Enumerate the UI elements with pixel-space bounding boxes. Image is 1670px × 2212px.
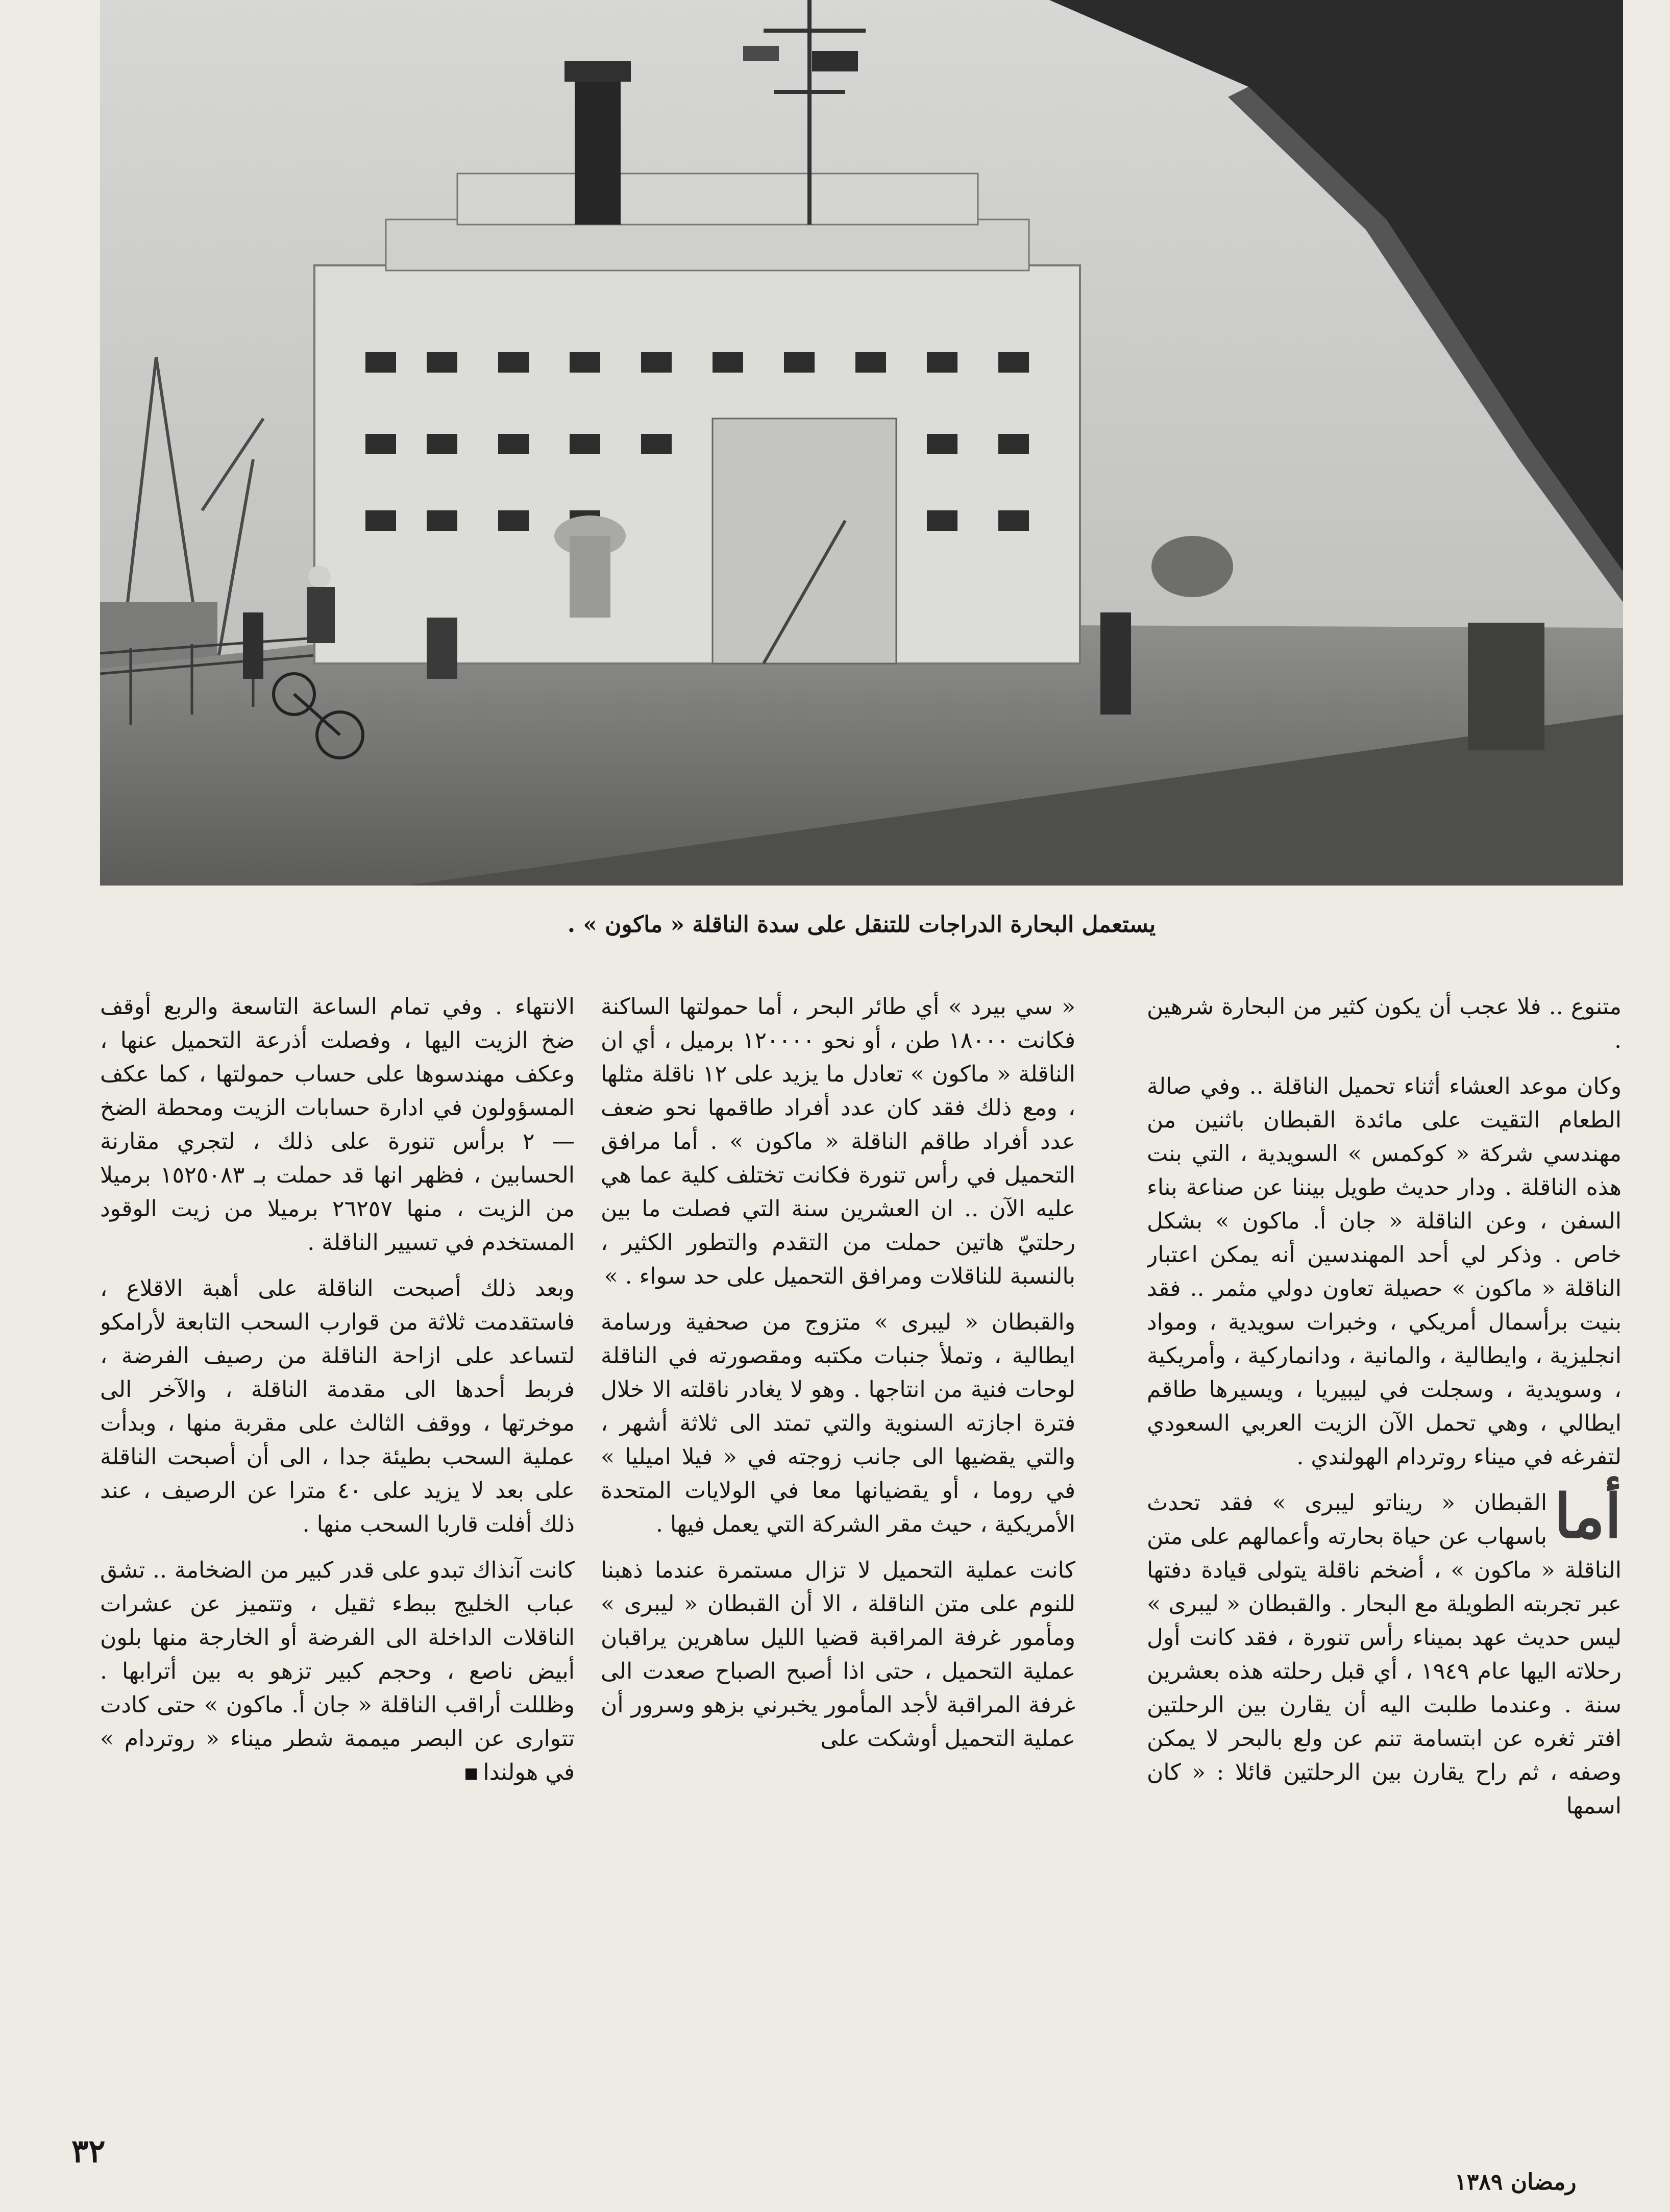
issue-date: رمضان ١٣٨٩ bbox=[1455, 2169, 1577, 2195]
article-column-right bbox=[1147, 990, 1622, 2098]
paragraph-text: القبطان « ريناتو ليبرى » فقد تحدث باسهاب عن حياة بحارته وأعمالهم على متن الناقلة « ماكون » ، أضخم ناقلة يتولى قيادة دفتها عبر تجربته الطويلة مع البحار . والقبطان « ليبرى » ليس حديث عهد بميناء رأس تنورة ، فقد كانت أول رحلاته اليها عام ١٩٤٩ ، أي قبل رحلته هذه بعشرين سنة . وعندما طلبت اليه أن يقارن بين الرحلتين افتر ثغره عن ابتسامة تنم عن ولع بالبحر لا يمكن وصفه ، ثم راح يقارن بين الرحلتين قائلا : « كان اسمها bbox=[1147, 1490, 1622, 1819]
paragraph: متنوع .. فلا عجب أن يكون كثير من البحارة شرهين . bbox=[1147, 994, 1622, 1053]
photo-caption: يستعمل البحارة الدراجات للتنقل على سدة الناقلة « ماكون » . bbox=[567, 912, 1156, 938]
paragraph bbox=[100, 1554, 575, 1789]
paragraph: الانتهاء . وفي تمام الساعة التاسعة والربع أوقف ضخ الزيت اليها ، وفصلت أذرعة التحميل عنها ، وعكف مهندسوها على حساب حمولتها ، كما عكف المسؤولون في ادارة حسابات الزيت ومحطة الضخ — ٢ برأس تنورة على ذلك ، لتجري مقارنة الحسابين ، فظهر انها قد حملت بـ ١٥٢٥٠٨٣ برميلا من الزيت ، منها ٢٦٢٥٧ برميلا من زيت الوقود المستخدم في تسيير الناقلة . bbox=[100, 994, 575, 1256]
article-column-left bbox=[100, 990, 575, 2098]
paragraph: كانت عملية التحميل لا تزال مستمرة عندما ذهبنا للنوم على متن الناقلة ، الا أن القبطان « ليبرى » ومأمور غرفة المراقبة قضيا الليل ساهرين يراقبان عملية التحميل ، حتى اذا أصبح الصباح صعدت الى غرفة المراقبة لأجد المأمور يخبرني بزهو وسرور أن عملية التحميل أوشكت على bbox=[601, 1557, 1075, 1752]
paragraph: « سي بيرد » أي طائر البحر ، أما حمولتها الساكنة فكانت ١٨٠٠٠ طن ، أو نحو ١٢٠٠٠٠ برميل ، أي ان الناقلة « ماكون » تعادل ما يزيد على ١٢ ناقلة مثلها ، ومع ذلك فقد كان عدد أفراد طاقمها نحو ضعف عدد أفراد طاقم الناقلة « ماكون » . أما مرافق التحميل في رأس تنورة فكانت تختلف كلية عما هي عليه الآن .. ان العشرين سنة التي فصلت ما بين رحلتيّ هاتين حملت من التقدم والتطور الكثير ، بالنسبة للناقلات ومرافق التحميل على حد سواء . » bbox=[601, 994, 1075, 1289]
paragraph: والقبطان « ليبرى » متزوج من صحفية ورسامة ايطالية ، وتملأ جنبات مكتبه ومقصورته في الناقلة لوحات فنية من انتاجها . وهو لا يغادر ناقلته الا خلال فترة اجازته السنوية والتي تمتد الى ثلاثة أشهر ، والتي يقضيها الى جانب زوجته في « فيلا اميليا » في روما ، أو يقضيانها معا في الولايات المتحدة الأمريكية ، حيث مقر الشركة التي يعمل فيها . bbox=[601, 1309, 1075, 1537]
paragraph bbox=[1147, 1481, 1622, 1823]
paragraph: وبعد ذلك أصبحت الناقلة على أهبة الاقلاع ، فاستقدمت ثلاثة من قوارب السحب التابعة لأرامكو لتساعد على ازاحة الناقلة من رصيف الفرضة ، فربط أحدها الى مقدمة الناقلة ، والآخر الى موخرتها ، ووقف الثالث على مقربة منها ، وبدأت عملية السحب بطيئة جدا ، الى أن أصبحت الناقلة على بعد لا يزيد على ٤٠ مترا عن الرصيف ، عند ذلك أفلت قاربا السحب منها . bbox=[100, 1275, 575, 1537]
drop-initial: أما bbox=[1554, 1481, 1622, 1552]
tanker-deck-illustration bbox=[100, 0, 1623, 886]
article-column-middle bbox=[601, 990, 1075, 2098]
article-end-mark bbox=[465, 1768, 477, 1780]
paragraph-text: كانت آنذاك تبدو على قدر كبير من الضخامة .. تشق عباب الخليج ببطء ثقيل ، وتتميز عن عشرات الناقلات الداخلة الى الفرضة أو الخارجة منها بلون أبيض ناصع ، وحجم كبير تزهو به بين أترابها . وظللت أراقب الناقلة « جان أ. ماكون » حتى كادت تتوارى عن البصر ميممة شطر ميناء « روتردام » في هولندا bbox=[100, 1557, 575, 1785]
paragraph: وكان موعد العشاء أثناء تحميل الناقلة .. وفي صالة الطعام التقيت على مائدة القبطان باثنين من مهندسي شركة « كوكمس » السويدية ، التي بنت هذه الناقلة . ودار حديث طويل بيننا عن صناعة بناء السفن ، وعن الناقلة « جان أ. ماكون » بشكل خاص . وذكر لي أحد المهندسين أنه يمكن اعتبار الناقلة « ماكون » حصيلة تعاون دولي مثمر .. فقد بنيت برأسمال أمريكي ، وخبرات سويدية ، ومواد انجليزية ، وايطالية ، والمانية ، ودانماركية ، وأمريكية ، وسويدية ، وسجلت في ليبيريا ، ويسيرها طاقم ايطالي ، وهي تحمل الآن الزيت العربي السعودي لتفرغه في ميناء روتردام الهولندي . bbox=[1147, 1073, 1622, 1470]
tanker-deck-photo bbox=[100, 0, 1623, 886]
page-number: ٣٢ bbox=[71, 2132, 106, 2170]
